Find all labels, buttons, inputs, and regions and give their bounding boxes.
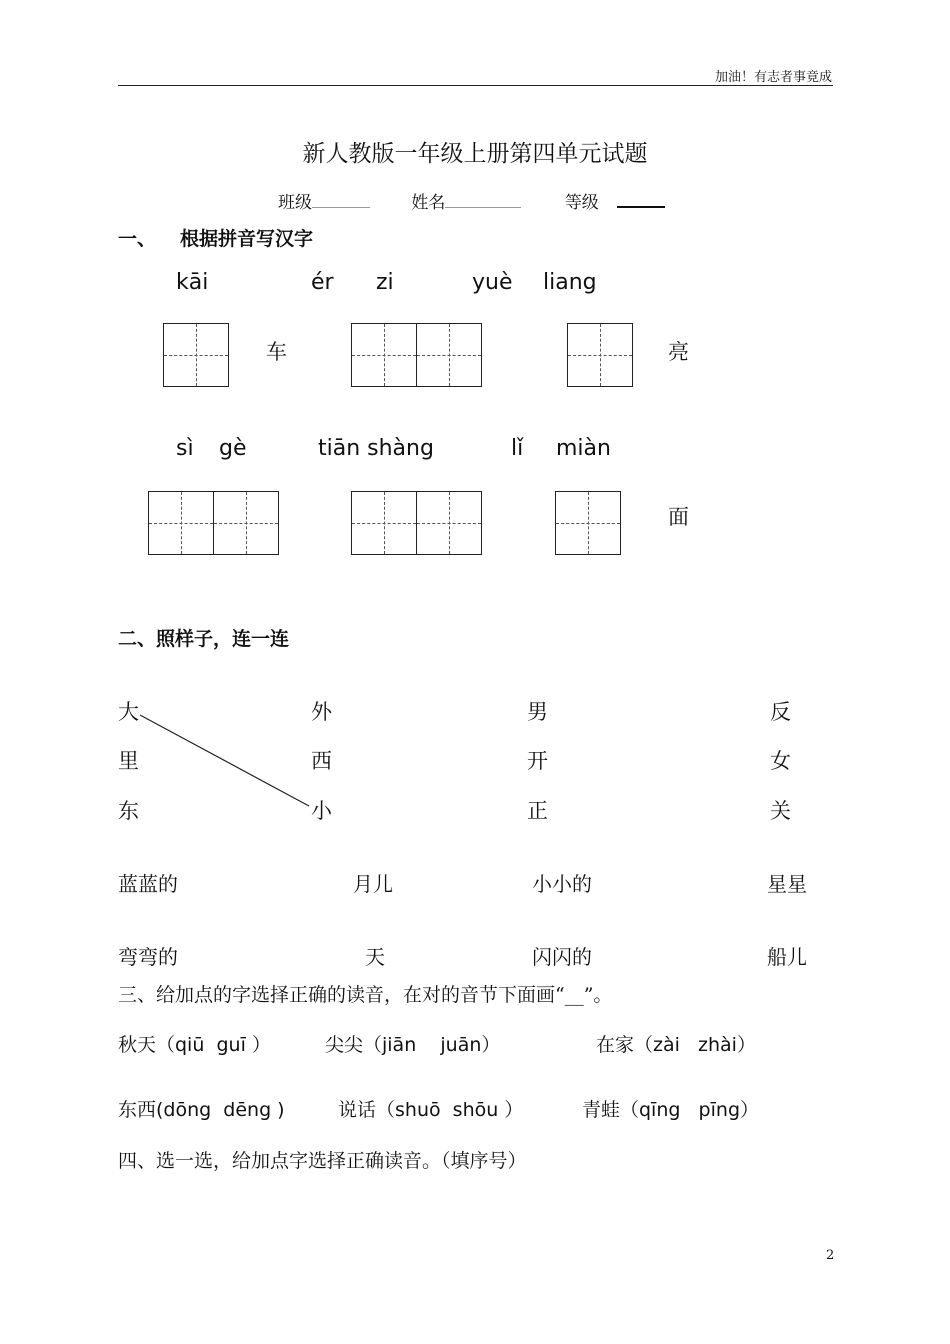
given-char: 车	[266, 340, 287, 364]
match-char[interactable]: 正	[527, 799, 548, 823]
match-char[interactable]: 小	[311, 799, 332, 823]
match-char[interactable]: 反	[770, 700, 791, 724]
phrase-item[interactable]: 弯弯的	[118, 945, 178, 969]
reading-choice[interactable]: 说话（shuō shōu ）	[338, 1099, 524, 1121]
section1-number: 一、	[118, 228, 157, 250]
page-number: 2	[826, 1248, 835, 1263]
pinyin: sì	[176, 436, 194, 461]
section3-heading: 三、给加点的字选择正确的读音，在对的音节下面画“__”。	[118, 984, 613, 1006]
grid-cell[interactable]	[351, 491, 417, 555]
reading-choice[interactable]: 在家（zài zhài）	[596, 1034, 756, 1056]
given-char: 面	[668, 505, 689, 529]
match-char[interactable]: 关	[770, 799, 791, 823]
grid-cell[interactable]	[416, 323, 482, 387]
section2-heading: 二、照样子，连一连	[118, 628, 290, 650]
name-blank[interactable]	[445, 191, 521, 208]
pinyin: miàn	[556, 436, 611, 461]
writing-grid[interactable]	[351, 323, 481, 387]
pinyin: liang	[543, 270, 597, 295]
writing-grid[interactable]	[163, 323, 228, 387]
page-title: 新人教版一年级上册第四单元试题	[302, 141, 648, 167]
match-char[interactable]: 东	[118, 799, 139, 823]
writing-grid[interactable]	[351, 491, 481, 555]
phrase-item[interactable]: 小小的	[532, 872, 592, 896]
info-line	[278, 188, 665, 213]
match-char[interactable]: 外	[311, 700, 332, 724]
phrase-item[interactable]: 星星	[767, 872, 807, 896]
match-char[interactable]: 里	[118, 749, 139, 773]
match-char[interactable]: 大	[118, 700, 139, 724]
class-label: 班级	[278, 193, 312, 213]
grid-cell[interactable]	[555, 491, 621, 555]
pinyin: ér	[311, 270, 334, 295]
reading-choice[interactable]: 秋天（qiū guī ）	[118, 1034, 271, 1056]
reading-choice[interactable]: 尖尖（jiān juān）	[325, 1034, 501, 1056]
section1-heading	[118, 224, 313, 251]
header-rule	[118, 85, 833, 86]
pinyin: zi	[376, 270, 394, 295]
pinyin: lǐ	[511, 436, 524, 461]
grid-cell[interactable]	[351, 323, 417, 387]
match-char[interactable]: 开	[527, 749, 548, 773]
grid-cell[interactable]	[213, 491, 279, 555]
grade-label: 等级	[564, 193, 599, 213]
name-label: 姓名	[411, 193, 446, 213]
phrase-item[interactable]: 蓝蓝的	[118, 872, 178, 896]
match-char[interactable]: 男	[527, 700, 548, 724]
pinyin: yuè	[472, 270, 513, 295]
grade-blank[interactable]	[617, 190, 665, 208]
match-char[interactable]: 女	[770, 749, 791, 773]
writing-grid[interactable]	[567, 323, 632, 387]
pinyin: kāi	[176, 270, 209, 295]
phrase-item[interactable]: 闪闪的	[532, 945, 592, 969]
grid-cell[interactable]	[148, 491, 214, 555]
match-char[interactable]: 西	[311, 749, 332, 773]
phrase-item[interactable]: 天	[365, 945, 385, 969]
grid-cell[interactable]	[163, 323, 229, 387]
phrase-item[interactable]: 月儿	[353, 872, 393, 896]
pinyin: tiān shàng	[318, 436, 434, 461]
section4-heading: 四、选一选，给加点字选择正确读音。（填序号）	[118, 1150, 527, 1172]
writing-grid[interactable]	[555, 491, 620, 555]
section1-text: 根据拼音写汉字	[180, 228, 314, 250]
pinyin: gè	[219, 436, 247, 461]
grid-cell[interactable]	[416, 491, 482, 555]
class-blank[interactable]	[312, 191, 370, 208]
grid-cell[interactable]	[567, 323, 633, 387]
writing-grid[interactable]	[148, 491, 278, 555]
header-motto: 加油！有志者事竟成	[714, 70, 832, 85]
given-char: 亮	[668, 340, 689, 364]
reading-choice[interactable]: 东西(dōng dēng )	[118, 1099, 285, 1121]
reading-choice[interactable]: 青蛙（qīng pīng）	[582, 1099, 760, 1121]
phrase-item[interactable]: 船儿	[767, 945, 807, 969]
